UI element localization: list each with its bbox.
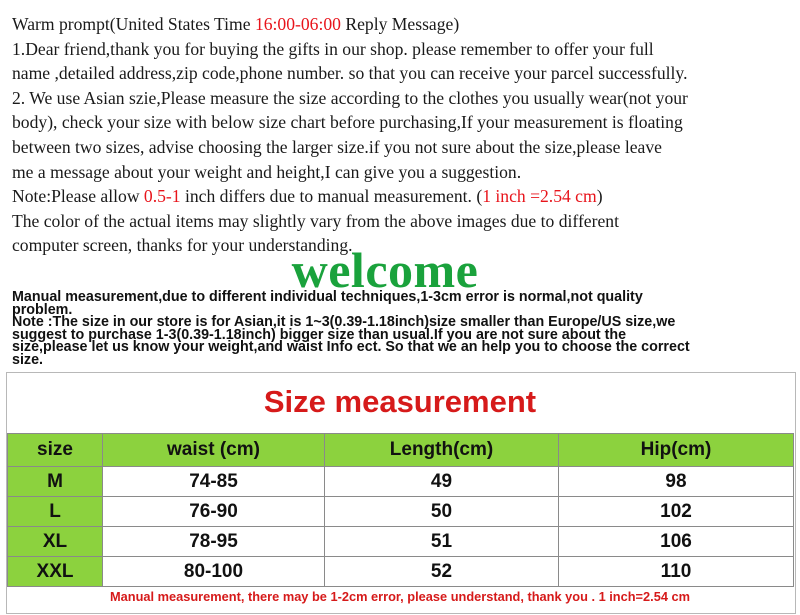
notice-line-7: me a message about your weight and height,I can give you a suggestion.	[12, 161, 522, 182]
hip-cell: 98	[559, 467, 794, 497]
table-row	[8, 557, 794, 587]
notice-line-9: The color of the actual items may slightly vary from the above images due to different	[12, 210, 619, 231]
disclaimer-line: suggest to purchase 1-3(0.39-1.18inch) bigger size than usual.If you are not sure about the	[12, 326, 627, 343]
waist-cell: 80-100	[103, 557, 325, 587]
size-chart-title: Size measurement	[263, 384, 537, 419]
length-cell: 49	[325, 467, 559, 497]
reply-time: 16:00-06:00	[254, 14, 341, 34]
warm-prompt-notice	[12, 12, 792, 258]
welcome-heading: welcome	[291, 242, 479, 298]
inch-range: 0.5-1	[143, 186, 181, 207]
waist-cell: 74-85	[103, 467, 325, 497]
table-row	[8, 467, 794, 497]
size-cell: XXL	[8, 557, 103, 587]
hip-cell: 102	[559, 497, 794, 527]
header-length: Length(cm)	[325, 434, 559, 467]
size-chart-footer-note: Manual measurement, there may be 1-2cm error, please understand, thank you . 1 inch=2.54 cm	[110, 589, 690, 604]
length-cell: 50	[325, 497, 559, 527]
disclaimer-line: Note :The size in our store is for Asian,it is 1~3(0.39-1.18inch)size smaller than Europe/US size,we	[12, 314, 676, 331]
notice-line-4: 2. We use Asian szie,Please measure the size according to the clothes you usually wear(not your	[12, 87, 688, 108]
hip-cell: 110	[559, 557, 794, 587]
header-waist: waist (cm)	[103, 434, 325, 467]
notice-line-10: computer screen, thanks for your understanding.	[12, 235, 353, 256]
measurement-disclaimer	[12, 291, 797, 367]
disclaimer-line: size,please let us know your weight,and waist Info ect. So that we an help you to choose the correct	[12, 339, 690, 356]
header-size: size	[8, 434, 103, 467]
size-table-header-row	[8, 434, 794, 467]
notice-line-8: Note:Please allow 0.5-1 inch differs due to manual measurement. (1 inch =2.54 cm)	[12, 186, 603, 207]
waist-cell: 76-90	[103, 497, 325, 527]
disclaimer-line: Manual measurement,due to different individual techniques,1-3cm error is normal,not quality	[12, 289, 643, 305]
length-cell: 52	[325, 557, 559, 587]
size-table	[7, 433, 794, 587]
size-cell: L	[8, 497, 103, 527]
waist-cell: 78-95	[103, 527, 325, 557]
table-row	[8, 527, 794, 557]
notice-line-2: 1.Dear friend,thank you for buying the gifts in our shop. please remember to offer your full	[12, 38, 654, 59]
notice-line-3: name ,detailed address,zip code,phone number. so that you can receive your parcel successfully.	[12, 63, 688, 84]
table-row	[8, 497, 794, 527]
length-cell: 51	[325, 527, 559, 557]
disclaimer-line: size.	[12, 351, 43, 368]
header-hip: Hip(cm)	[559, 434, 794, 467]
notice-line-6: between two sizes, advise choosing the larger size.if you not sure about the size,please leave	[12, 136, 662, 157]
size-cell: M	[8, 467, 103, 497]
disclaimer-line: problem.	[12, 301, 73, 318]
notice-line-1: Warm prompt(United States Time 16:00-06:00 Reply Message)	[12, 14, 460, 34]
hip-cell: 106	[559, 527, 794, 557]
notice-line-5: body), check your size with below size chart before purchasing,If your measurement is floating	[12, 112, 683, 133]
inch-conversion: 1 inch =2.54 cm	[482, 186, 597, 207]
size-cell: XL	[8, 527, 103, 557]
